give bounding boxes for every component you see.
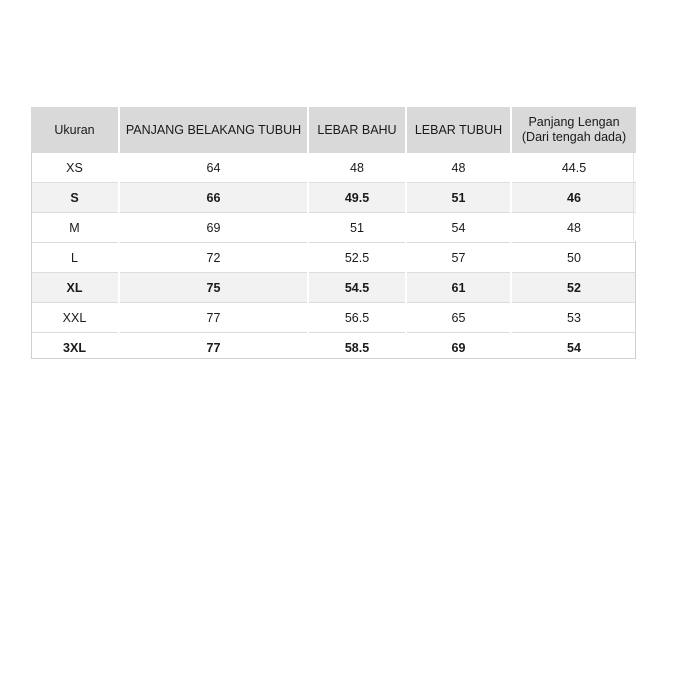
cell-body-width: 51 (406, 183, 511, 213)
table-border-bottom (31, 358, 636, 359)
header-shoulder-width: LEBAR BAHU (308, 107, 406, 153)
cell-sleeve-length: 44.5 (511, 153, 636, 183)
cell-sleeve-length: 53 (511, 303, 636, 333)
cell-body-width: 54 (406, 213, 511, 243)
header-sleeve-length-line1: Panjang Lengan (528, 115, 620, 129)
table-row (31, 183, 636, 213)
cell-body-width: 57 (406, 243, 511, 273)
header-size: Ukuran (31, 107, 119, 153)
cell-sleeve-length: 50 (511, 243, 636, 273)
table-body (31, 153, 636, 362)
cell-back-length: 72 (119, 243, 308, 273)
cell-size: XXL (31, 303, 119, 333)
table-row (31, 303, 636, 333)
cell-sleeve-length: 54 (511, 333, 636, 363)
cell-size: 3XL (31, 333, 119, 363)
size-chart-table (31, 107, 636, 362)
header-row (31, 107, 636, 153)
cell-back-length: 77 (119, 303, 308, 333)
cell-back-length: 66 (119, 183, 308, 213)
table-row (31, 153, 636, 183)
cell-size: M (31, 213, 119, 243)
cell-shoulder-width: 51 (308, 213, 406, 243)
cell-back-length: 75 (119, 273, 308, 303)
cell-shoulder-width: 52.5 (308, 243, 406, 273)
cell-shoulder-width: 49.5 (308, 183, 406, 213)
header-back-length: PANJANG BELAKANG TUBUH (119, 107, 308, 153)
cell-shoulder-width: 54.5 (308, 273, 406, 303)
cell-size: S (31, 183, 119, 213)
cell-sleeve-length: 48 (511, 213, 636, 243)
table-border-right (635, 241, 636, 359)
cell-shoulder-width: 48 (308, 153, 406, 183)
table-header (31, 107, 636, 153)
cell-size: XL (31, 273, 119, 303)
cell-body-width: 61 (406, 273, 511, 303)
cell-size: XS (31, 153, 119, 183)
cell-body-width: 65 (406, 303, 511, 333)
header-sleeve-length (511, 107, 636, 153)
cell-body-width: 48 (406, 153, 511, 183)
cell-back-length: 64 (119, 153, 308, 183)
header-body-width: LEBAR TUBUH (406, 107, 511, 153)
cell-body-width: 69 (406, 333, 511, 363)
cell-shoulder-width: 56.5 (308, 303, 406, 333)
cell-back-length: 69 (119, 213, 308, 243)
cell-back-length: 77 (119, 333, 308, 363)
table-border-right-upper (633, 153, 634, 241)
cell-sleeve-length: 52 (511, 273, 636, 303)
cell-shoulder-width: 58.5 (308, 333, 406, 363)
table-row (31, 273, 636, 303)
table-row (31, 213, 636, 243)
header-sleeve-length-line2: (Dari tengah dada) (521, 130, 627, 144)
table-border-left (31, 153, 32, 359)
cell-size: L (31, 243, 119, 273)
cell-sleeve-length: 46 (511, 183, 636, 213)
table-row (31, 243, 636, 273)
